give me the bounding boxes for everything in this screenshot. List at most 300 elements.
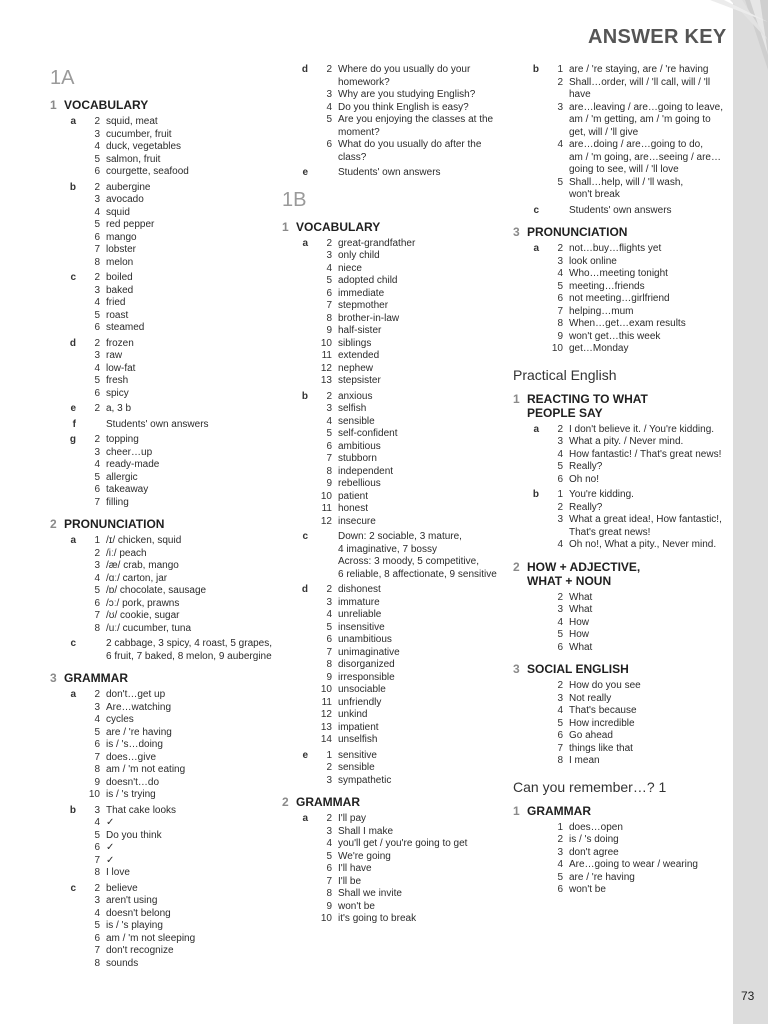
item-number: 5 bbox=[557, 461, 563, 472]
answer-line bbox=[547, 629, 738, 642]
group-letter: c bbox=[70, 882, 76, 894]
answer-lines bbox=[547, 424, 738, 487]
answer-line bbox=[84, 933, 275, 946]
section-number: 1 bbox=[50, 98, 57, 112]
answer-line bbox=[316, 584, 507, 597]
answer-line bbox=[316, 556, 507, 569]
answer-line bbox=[84, 830, 275, 843]
answer-lines bbox=[84, 638, 275, 663]
item-number: 3 bbox=[94, 446, 100, 458]
answer-line bbox=[547, 127, 738, 140]
answer-text: half-sister bbox=[338, 325, 382, 336]
answer-text: stubborn bbox=[338, 453, 377, 464]
answer-text: does…open bbox=[569, 821, 623, 833]
answer-text: are / 're staying, are / 're having bbox=[569, 64, 709, 75]
answer-text: /ɒ/ chocolate, sausage bbox=[106, 585, 207, 596]
item-number: 2 bbox=[94, 337, 100, 349]
answer-text: mango bbox=[106, 231, 137, 243]
answer-text: immediate bbox=[338, 287, 385, 299]
answer-line bbox=[316, 300, 507, 313]
answer-text: won't break bbox=[569, 189, 620, 200]
page-number: 73 bbox=[741, 989, 755, 1003]
item-number: 6 bbox=[326, 634, 332, 645]
answer-lines bbox=[316, 584, 507, 747]
answer-text: sounds bbox=[106, 957, 139, 969]
answer-text: Really? bbox=[569, 501, 603, 513]
answer-line bbox=[84, 883, 275, 896]
item-number: 8 bbox=[94, 764, 100, 775]
item-number: 5 bbox=[94, 309, 100, 321]
answer-text: Where do you usually do your bbox=[338, 64, 471, 75]
item-number: 7 bbox=[94, 751, 100, 763]
answer-group bbox=[282, 64, 507, 164]
section-title-line: GRAMMAR bbox=[527, 803, 591, 818]
answer-line bbox=[84, 166, 275, 179]
item-number: 9 bbox=[326, 325, 332, 336]
item-number: 4 bbox=[557, 705, 563, 716]
item-number: 6 bbox=[557, 473, 563, 485]
answer-group bbox=[50, 805, 275, 880]
answer-text: What a pity. / Never mind. bbox=[569, 436, 684, 447]
answer-line bbox=[547, 331, 738, 344]
answer-group bbox=[513, 489, 738, 552]
item-number: 5 bbox=[557, 629, 563, 640]
answer-text: is / 's…doing bbox=[106, 739, 163, 750]
section-heading bbox=[50, 671, 275, 685]
item-number: 2 bbox=[94, 116, 100, 127]
answer-line bbox=[547, 743, 738, 756]
answer-lines bbox=[316, 64, 507, 164]
answer-text: honest bbox=[338, 503, 369, 514]
answer-text: /iː/ peach bbox=[106, 547, 147, 559]
item-number: 6 bbox=[94, 166, 100, 177]
answer-line bbox=[547, 718, 738, 731]
answer-line bbox=[84, 651, 275, 664]
item-number: 9 bbox=[557, 330, 563, 342]
item-number: 13 bbox=[320, 375, 332, 386]
answer-line bbox=[547, 77, 738, 90]
answer-line bbox=[84, 375, 275, 388]
item-number: 3 bbox=[557, 604, 563, 615]
answer-text: get…Monday bbox=[569, 343, 629, 354]
answer-text: anxious bbox=[338, 390, 373, 402]
item-number: 6 bbox=[94, 322, 100, 333]
item-number: 3 bbox=[94, 895, 100, 906]
section-title: PRONUNCIATION bbox=[527, 225, 628, 239]
answer-text: Why are you studying English? bbox=[338, 89, 476, 100]
section-number: 1 bbox=[513, 391, 520, 406]
answer-text: homework? bbox=[338, 76, 390, 88]
answer-text: are…doing / are…going to do, bbox=[569, 139, 703, 150]
answer-line bbox=[316, 750, 507, 763]
item-number: 2 bbox=[326, 584, 332, 595]
answer-group bbox=[282, 167, 507, 180]
answer-text: don't recognize bbox=[106, 945, 174, 956]
item-number: 2 bbox=[326, 762, 332, 773]
section-title-line: PEOPLE SAY bbox=[527, 405, 603, 420]
section-number: 3 bbox=[50, 671, 57, 685]
group-letter: a bbox=[70, 116, 76, 127]
answer-text: fresh bbox=[106, 375, 129, 386]
answer-line bbox=[316, 64, 507, 77]
answer-text: /uː/ cucumber, tuna bbox=[106, 622, 192, 634]
answer-line bbox=[316, 531, 507, 544]
item-number: 5 bbox=[557, 176, 563, 188]
answer-text: aren't using bbox=[106, 895, 158, 906]
section-heading bbox=[513, 225, 738, 239]
answer-line bbox=[316, 250, 507, 263]
item-number: 6 bbox=[557, 641, 563, 653]
item-number: 6 bbox=[326, 863, 332, 874]
group-letter: b bbox=[69, 181, 76, 193]
answer-line bbox=[316, 851, 507, 864]
section-heading bbox=[50, 98, 275, 112]
item-number: 2 bbox=[94, 272, 100, 283]
answer-text: aubergine bbox=[106, 181, 151, 193]
item-number: 3 bbox=[326, 403, 332, 414]
group-letter: d bbox=[301, 64, 308, 75]
answer-text: allergic bbox=[106, 471, 138, 483]
answer-group bbox=[50, 883, 275, 971]
item-number: 9 bbox=[326, 671, 332, 683]
answer-line bbox=[316, 709, 507, 722]
answer-text: What a great idea!, How fantastic!, bbox=[569, 514, 722, 525]
answer-text: ✓ bbox=[106, 817, 115, 828]
answer-lines bbox=[547, 489, 738, 552]
item-number: 4 bbox=[94, 907, 100, 919]
answer-line bbox=[547, 189, 738, 202]
answer-line bbox=[316, 826, 507, 839]
item-number: 5 bbox=[326, 275, 332, 286]
answer-text: ambitious bbox=[338, 440, 381, 452]
answer-text: is / 's playing bbox=[106, 920, 163, 931]
answer-text: unreliable bbox=[338, 609, 382, 620]
answer-text: am / 'm going, are…seeing / are… bbox=[569, 151, 721, 163]
group-letter: b bbox=[532, 64, 539, 75]
section-title bbox=[527, 804, 591, 818]
answer-line bbox=[84, 548, 275, 561]
answer-group bbox=[513, 424, 738, 487]
group-letter: f bbox=[72, 418, 76, 430]
answer-text: selfish bbox=[338, 403, 367, 414]
page-title: ANSWER KEY bbox=[588, 26, 727, 48]
answer-text: lobster bbox=[106, 244, 137, 255]
group-letter: b bbox=[301, 390, 308, 402]
answer-text: don't…get up bbox=[106, 689, 166, 700]
answer-lines bbox=[547, 822, 738, 897]
answer-text: low-fat bbox=[106, 362, 136, 374]
answer-text: Students' own answers bbox=[338, 167, 441, 178]
item-number: 10 bbox=[88, 789, 100, 800]
answer-line bbox=[316, 325, 507, 338]
item-number: 1 bbox=[557, 821, 563, 833]
item-number: 12 bbox=[320, 362, 332, 374]
item-number: 14 bbox=[320, 734, 332, 745]
item-number: 3 bbox=[326, 774, 332, 786]
answer-line bbox=[84, 472, 275, 485]
answer-line bbox=[84, 895, 275, 908]
answer-line bbox=[316, 453, 507, 466]
answer-line bbox=[316, 375, 507, 388]
item-number: 8 bbox=[326, 465, 332, 477]
answer-text: How fantastic! / That's great news! bbox=[569, 448, 722, 460]
answer-line bbox=[84, 154, 275, 167]
item-number: 2 bbox=[557, 501, 563, 513]
answer-text: red pepper bbox=[106, 219, 155, 230]
answer-line bbox=[547, 461, 738, 474]
answer-text: insecure bbox=[338, 515, 376, 527]
item-number: 2 bbox=[326, 64, 332, 75]
answer-group bbox=[50, 338, 275, 401]
answer-text: get, will / 'll give bbox=[569, 126, 639, 138]
answer-line bbox=[84, 689, 275, 702]
answer-line bbox=[84, 322, 275, 335]
answer-text: cycles bbox=[106, 714, 134, 725]
answer-text: 6 reliable, 8 affectionate, 9 sensitive bbox=[338, 568, 497, 580]
answer-line bbox=[84, 459, 275, 472]
answer-line bbox=[316, 569, 507, 582]
answer-group bbox=[50, 419, 275, 432]
answer-text: nephew bbox=[338, 362, 374, 374]
answer-line bbox=[547, 281, 738, 294]
answer-group bbox=[282, 391, 507, 529]
answer-line bbox=[547, 102, 738, 115]
section-title-line: SOCIAL ENGLISH bbox=[527, 662, 629, 676]
item-number: 5 bbox=[557, 871, 563, 883]
answer-line bbox=[316, 466, 507, 479]
section-number: 2 bbox=[50, 517, 57, 531]
answer-line bbox=[316, 609, 507, 622]
answer-text: unfriendly bbox=[338, 696, 382, 708]
section-title-line: HOW + ADJECTIVE, bbox=[527, 559, 641, 574]
item-number: 6 bbox=[94, 597, 100, 609]
answer-line bbox=[84, 129, 275, 142]
answer-line bbox=[547, 884, 738, 897]
answer-lines bbox=[316, 750, 507, 788]
section-title-line: WHAT + NOUN bbox=[527, 573, 612, 588]
answer-line bbox=[316, 167, 507, 180]
item-number: 6 bbox=[326, 440, 332, 452]
answer-line bbox=[316, 139, 507, 152]
answer-line bbox=[316, 838, 507, 851]
group-letter: a bbox=[302, 813, 308, 824]
answer-text: believe bbox=[106, 882, 138, 894]
answer-line bbox=[316, 152, 507, 165]
section-title: VOCABULARY bbox=[296, 219, 381, 234]
answer-text: does…give bbox=[106, 751, 157, 763]
item-number: 10 bbox=[320, 684, 332, 695]
section-heading bbox=[513, 804, 738, 818]
answer-lines bbox=[84, 883, 275, 971]
answer-line bbox=[84, 363, 275, 376]
column-right bbox=[513, 64, 738, 900]
answer-text: independent bbox=[338, 465, 394, 477]
item-number: 5 bbox=[94, 920, 100, 931]
answer-text: unsociable bbox=[338, 684, 386, 695]
answer-line bbox=[547, 514, 738, 527]
item-number: 3 bbox=[557, 514, 563, 525]
answer-line bbox=[84, 623, 275, 636]
item-number: 4 bbox=[94, 141, 100, 152]
item-number: 6 bbox=[326, 287, 332, 299]
item-number: 3 bbox=[326, 596, 332, 608]
answer-line bbox=[316, 491, 507, 504]
answer-line bbox=[316, 813, 507, 826]
answer-line bbox=[84, 285, 275, 298]
answer-text: boiled bbox=[106, 272, 133, 283]
answer-line bbox=[316, 775, 507, 788]
group-letter: e bbox=[302, 167, 308, 178]
item-number: 4 bbox=[557, 139, 563, 150]
answer-line bbox=[316, 127, 507, 140]
item-number: 5 bbox=[326, 428, 332, 439]
answer-group bbox=[50, 689, 275, 802]
answer-line bbox=[316, 503, 507, 516]
section-title bbox=[527, 560, 640, 588]
item-number: 6 bbox=[94, 842, 100, 853]
answer-lines bbox=[547, 592, 738, 655]
answer-text: spicy bbox=[106, 387, 129, 399]
item-number: 7 bbox=[94, 244, 100, 255]
answer-lines bbox=[84, 689, 275, 802]
answer-line bbox=[84, 920, 275, 933]
answer-line bbox=[316, 876, 507, 889]
answer-text: Students' own answers bbox=[569, 204, 672, 216]
item-number: 3 bbox=[94, 284, 100, 296]
item-number: 5 bbox=[94, 585, 100, 596]
item-number: 8 bbox=[326, 659, 332, 670]
group-letter: a bbox=[302, 237, 308, 249]
answer-line bbox=[547, 592, 738, 605]
answer-text: takeaway bbox=[106, 484, 149, 495]
item-number: 6 bbox=[94, 932, 100, 944]
answer-group bbox=[513, 680, 738, 768]
answer-text: going to see, will / 'll love bbox=[569, 164, 679, 175]
answer-text: 4 imaginative, 7 bossy bbox=[338, 543, 437, 555]
section-heading bbox=[50, 517, 275, 531]
answer-text: moment? bbox=[338, 126, 380, 138]
answer-text: Across: 3 moody, 5 competitive, bbox=[338, 556, 479, 567]
answer-line bbox=[84, 194, 275, 207]
answer-text: extended bbox=[338, 350, 380, 361]
item-number: 2 bbox=[94, 181, 100, 193]
answer-text: courgette, seafood bbox=[106, 166, 189, 177]
section-heading bbox=[282, 220, 507, 234]
answer-line bbox=[84, 297, 275, 310]
answer-text: How bbox=[569, 616, 590, 628]
item-number: 2 bbox=[326, 237, 332, 249]
answer-line bbox=[84, 434, 275, 447]
group-letter: e bbox=[70, 403, 76, 414]
answer-line bbox=[316, 672, 507, 685]
answer-text: am / 'm not sleeping bbox=[106, 932, 196, 944]
answer-text: baked bbox=[106, 284, 134, 296]
answer-text: /ɔː/ pork, prawns bbox=[106, 597, 180, 609]
answer-text: Are…watching bbox=[106, 701, 172, 713]
item-number: 13 bbox=[320, 721, 332, 733]
unit-title: 1A bbox=[50, 67, 75, 89]
item-number: 4 bbox=[94, 362, 100, 374]
answer-text: fried bbox=[106, 297, 126, 308]
answer-line bbox=[316, 391, 507, 404]
answer-text: I'll pay bbox=[338, 813, 367, 824]
answer-text: helping…mum bbox=[569, 305, 634, 317]
item-number: 4 bbox=[557, 616, 563, 628]
group-letter bbox=[525, 822, 539, 897]
group-letter: a bbox=[70, 535, 76, 546]
group-letter: b bbox=[69, 804, 76, 816]
answer-text: I don't believe it. / You're kidding. bbox=[569, 423, 715, 435]
answer-line bbox=[316, 478, 507, 491]
group-letter: a bbox=[533, 243, 539, 254]
answer-text: Oh no! bbox=[569, 473, 600, 485]
answer-text: Not really bbox=[569, 692, 612, 704]
answer-text: melon bbox=[106, 256, 134, 268]
item-number: 5 bbox=[94, 375, 100, 386]
item-number: 2 bbox=[557, 591, 563, 603]
answer-line bbox=[316, 544, 507, 557]
answer-line bbox=[316, 762, 507, 775]
item-number: 2 bbox=[94, 403, 100, 414]
answer-lines bbox=[547, 243, 738, 356]
answer-text: roast bbox=[106, 309, 129, 321]
item-number: 5 bbox=[326, 850, 332, 862]
page-edge-strip bbox=[733, 0, 768, 1024]
section-number: 1 bbox=[513, 803, 520, 818]
answer-line bbox=[547, 859, 738, 872]
answer-line bbox=[316, 114, 507, 127]
answer-line bbox=[316, 89, 507, 102]
item-number: 6 bbox=[94, 387, 100, 399]
answer-text: meeting…friends bbox=[569, 280, 645, 292]
answer-text: duck, vegetables bbox=[106, 141, 182, 152]
answer-text: doesn't belong bbox=[106, 907, 171, 919]
answer-text: sensitive bbox=[338, 749, 377, 761]
answer-line bbox=[84, 610, 275, 623]
answer-line bbox=[84, 484, 275, 497]
item-number: 7 bbox=[326, 300, 332, 311]
item-number: 4 bbox=[94, 817, 100, 828]
column-left bbox=[50, 66, 275, 973]
answer-text: /ɑː/ carton, jar bbox=[106, 572, 168, 584]
answer-text: immature bbox=[338, 596, 380, 608]
answer-text: ready-made bbox=[106, 459, 160, 470]
answer-line bbox=[84, 257, 275, 270]
item-number: 8 bbox=[326, 312, 332, 324]
answer-text: Down: 2 sociable, 3 mature, bbox=[338, 531, 462, 542]
answer-lines bbox=[84, 419, 275, 432]
answer-lines bbox=[84, 338, 275, 401]
answer-text: am / 'm not eating bbox=[106, 764, 186, 775]
answer-line bbox=[84, 598, 275, 611]
answer-text: Really? bbox=[569, 461, 603, 472]
answer-group bbox=[513, 64, 738, 202]
item-number: 3 bbox=[94, 128, 100, 140]
answer-text: I'll have bbox=[338, 863, 372, 874]
item-number: 5 bbox=[94, 471, 100, 483]
item-number: 2 bbox=[326, 390, 332, 402]
item-number: 7 bbox=[326, 453, 332, 464]
item-number: 3 bbox=[326, 89, 332, 100]
answer-line bbox=[84, 141, 275, 154]
answer-group bbox=[50, 638, 275, 663]
section-title bbox=[527, 662, 629, 676]
answer-line bbox=[84, 388, 275, 401]
answer-text: Are…going to wear / wearing bbox=[569, 859, 698, 870]
answer-group bbox=[513, 592, 738, 655]
answer-line bbox=[547, 139, 738, 152]
section-heading bbox=[513, 560, 738, 588]
